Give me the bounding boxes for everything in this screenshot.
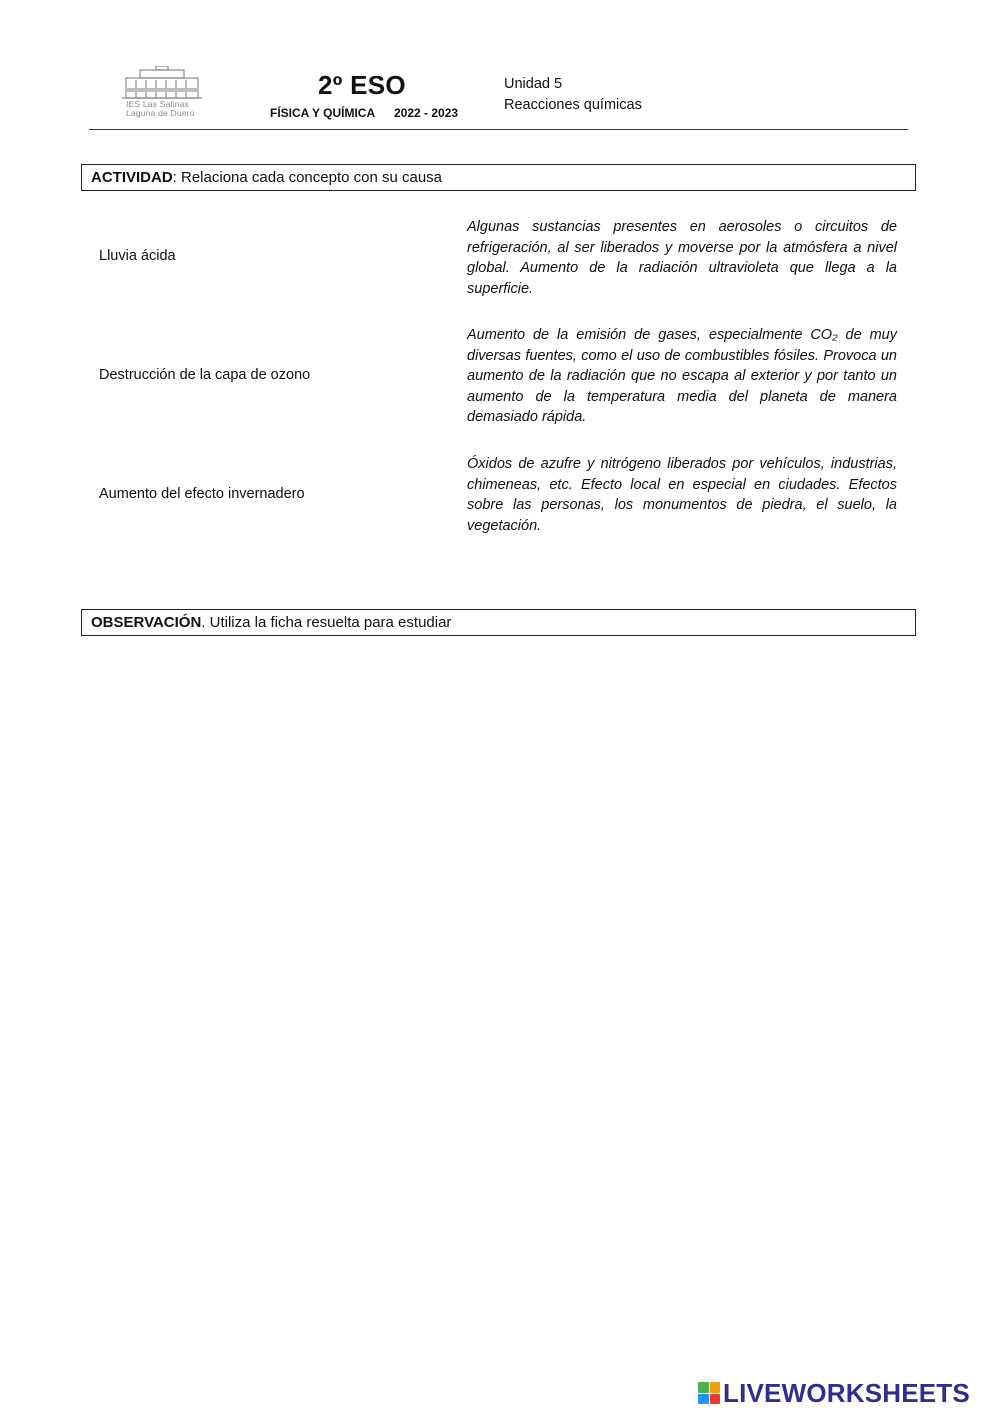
cause-item[interactable]: Aumento de la emisión de gases, especialmente CO₂ de muy diversas fuentes, como el uso de combustibles fósiles. Provoca un aumento de la radiación que no escapa al exterior y por tanto un aumento de la temperatura media del planeta de manera demasiado rápida. [467,327,897,426]
concept-item[interactable]: Destrucción de la capa de ozono [99,367,311,383]
observation-box [81,609,916,636]
subject: FÍSICA Y QUÍMICA [270,106,376,120]
observation-label: OBSERVACIÓN [91,614,202,631]
observation-text: . Utiliza la ficha resuelta para estudiar [201,614,452,631]
cause-item[interactable]: Óxidos de azufre y nitrógeno liberados por vehículos, industrias, chimeneas, etc. Efecto local en especial en ciudades. Efectos sobre las personas, los monumentos de piedra, el suelo, la vegetación. [467,456,897,534]
brand-name: LIVEWORKSHEETS [723,1377,970,1408]
logo-line-1: IES Las Salinas [126,99,190,109]
building-icon [112,66,212,102]
concept-item[interactable]: Aumento del efecto invernadero [99,486,305,502]
school-logo [112,66,212,122]
unit-number: Unidad 5 [504,76,563,92]
school-year: 2022 - 2023 [394,106,459,120]
header-divider [89,129,908,130]
logo-line-2: Laguna de Duero [126,108,195,118]
unit-name: Reacciones químicas [504,97,642,113]
activity-box [81,164,916,191]
activity-instruction: : Relaciona cada concepto con su causa [172,169,443,186]
cause-item[interactable]: Algunas sustancias presentes en aerosoles o circuitos de refrigeración, al ser liberados y moverse por la atmósfera a nivel global. Aumento de la radiación ultravioleta que llega a la superficie. [467,219,897,297]
course-title: 2º ESO [318,70,406,100]
concept-item[interactable]: Lluvia ácida [99,248,176,264]
activity-label: ACTIVIDAD [91,169,173,186]
liveworksheets-brand[interactable] [698,1378,970,1408]
liveworksheets-logo-icon [698,1382,720,1404]
